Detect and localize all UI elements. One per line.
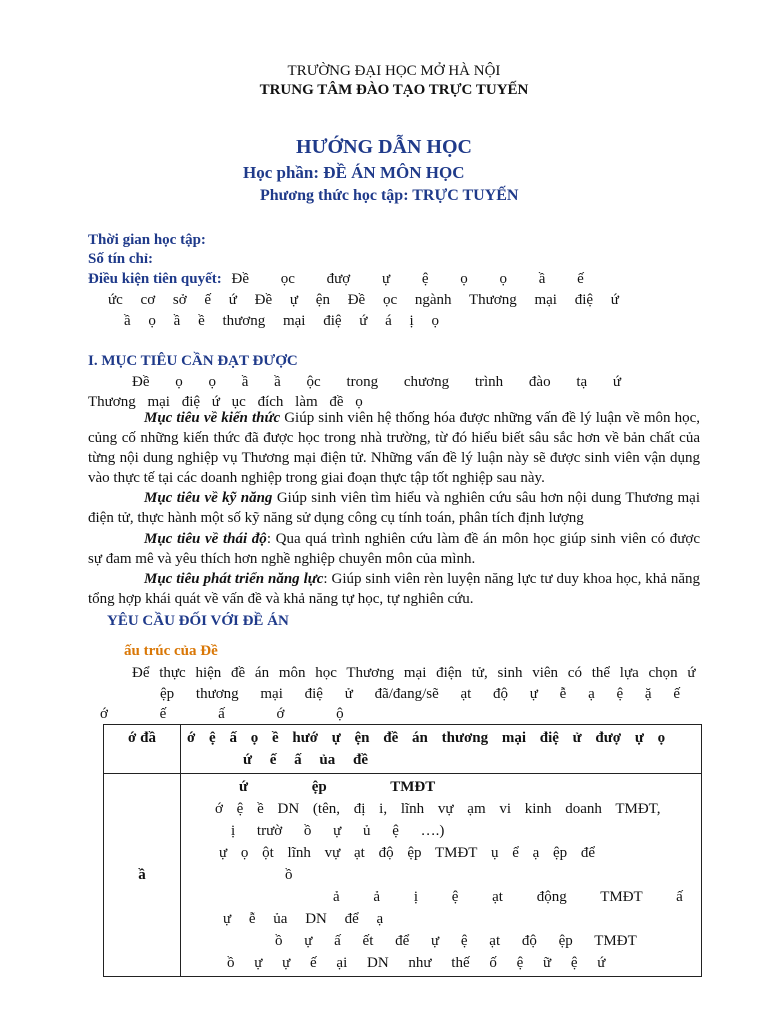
structure-text-line-2: ệp thương mại điệ ử đã/đang/sẽ ạt độ ự ễ ạ ệ ặ ế	[160, 686, 680, 702]
center-name: TRUNG TÂM ĐÀO TẠO TRỰC TUYẾN	[259, 82, 529, 98]
table-cell-line: ự ễ ủa DN để ạ	[223, 911, 384, 927]
outline-table	[103, 724, 702, 977]
structure-subheading: ấu trúc của Đề	[124, 643, 218, 659]
attitude-objective-text: : Qua quá trình nghiên cứu làm đề án môn học giúp sinh viên có được sự đam mê và yêu thích hơn nghề nghiệp chuyên môn của mình.	[88, 531, 700, 567]
structure-text-line-3: ớ ế ấ ớ ộ	[100, 706, 344, 722]
skill-objective-label: Mục tiêu về kỹ năng	[144, 490, 273, 506]
table-header-row	[104, 725, 702, 774]
prerequisite-line-3: ầ ọ ầ ề thương mại điệ ứ á ị ọ	[124, 313, 439, 329]
table-header-cell-2	[181, 725, 702, 774]
study-mode-label: Phương thức học tập: TRỰC TUYẾN	[260, 187, 519, 204]
section-1-heading: I. MỤC TIÊU CẦN ĐẠT ĐƯỢC	[88, 353, 298, 369]
capacity-objective-text: : Giúp sinh viên rèn luyện năng lực tư duy khoa học, khả năng tổng hợp khái quát về vấn đề và khả năng tự học, tự nghiên cứu.	[88, 571, 700, 607]
study-time-label: Thời gian học tập:	[88, 232, 206, 248]
structure-text-line-1: Để thực hiện đề án môn học Thương mại điện tử, sinh viên có thể lựa chọn ứ	[132, 665, 696, 681]
section-2-heading: YÊU CẦU ĐỐI VỚI ĐỀ ÁN	[107, 613, 289, 629]
capacity-objective-label: Mục tiêu phát triển năng lực	[144, 571, 324, 587]
table-header-line: ớ ệ ấ ọ ề hướ ự ện đề án thương mại điệ ử đượ ự ọ	[187, 730, 666, 746]
knowledge-objective-text: Giúp sinh viên hệ thống hóa được những vấn đề lý luận về môn học, củng cố những kiến thức đã được học trong nhà trường, từ đó hiểu biết sâu sắc hơn về bản chất của từng nội dung nghiệp vụ Thương mại điện tử. Những vấn đề lý luận này sẽ được sinh viên vận dụng vào thực tế tại các doanh nghiệp trong giai đoạn thực tập tốt nghiệp sau này.	[88, 410, 700, 486]
prerequisite-label: Điều kiện tiên quyết:	[88, 271, 222, 287]
prerequisite-line-1	[88, 271, 584, 288]
prerequisite-line-2: ức cơ sở ế ứ Đề ự ện Đề ọc ngành Thương mại điệ ứ	[108, 292, 619, 308]
table-cell-line: ớ ệ ề DN (tên, đị i, lĩnh vự ạm vi kinh doanh TMĐT,	[215, 801, 661, 817]
attitude-objective-label: Mục tiêu về thái độ	[144, 531, 267, 547]
skill-objective	[88, 488, 700, 528]
knowledge-objective-label: Mục tiêu về kiến thức	[144, 410, 281, 426]
table-header-cell-1: ớ đầ	[104, 725, 181, 774]
document-title: HƯỚNG DẪN HỌC	[296, 136, 472, 158]
table-cell-line: ị trườ ồ ự ủ ệ ….)	[231, 823, 445, 839]
table-cell-line: ồ	[285, 867, 293, 883]
table-row-cell-2	[181, 774, 702, 977]
section-1-intro-line-1: Đề ọ ọ ầ ầ ộc trong chương trình đào tạ ứ	[132, 374, 622, 390]
table-cell-line: ự ọ ột lĩnh vự ạt độ ệp TMĐT ụ ể ạ ệp để	[219, 845, 596, 861]
university-name: TRƯỜNG ĐẠI HỌC MỞ HÀ NỘI	[287, 63, 501, 79]
table-cell-line: ồ ự ự ế ại DN như thế ố ệ ữ ệ ứ	[227, 955, 606, 971]
prerequisite-text-1: Đề ọc đượ ự ệ ọ ọ ầ ế	[231, 271, 584, 287]
skill-objective-text: Giúp sinh viên tìm hiểu và nghiên cứu sâu hơn nội dung Thương mại điện tử, thực hành một số kỹ năng sử dụng công cụ tính toán, phân tích định lượng	[88, 490, 700, 526]
credits-label: Số tín chỉ:	[88, 251, 154, 267]
knowledge-objective	[88, 408, 700, 488]
course-label: Học phần: ĐỀ ÁN MÔN HỌC	[243, 163, 465, 182]
table-cell-line: ả ả ị ệ ạt động TMĐT ấ	[333, 889, 683, 905]
table-row	[104, 774, 702, 977]
capacity-objective	[88, 569, 700, 609]
table-header-line: ứ ế ấ ủa đề	[243, 752, 369, 768]
section-1-intro-line-2: Thương mại điệ ứ ục đích làm đề ọ	[88, 394, 363, 410]
table-cell-line: ồ ự ấ ết để ự ệ ạt độ ệp TMĐT	[275, 933, 637, 949]
table-row-cell-1: ầ	[104, 774, 181, 977]
table-cell-line: ứ ệp TMĐT	[239, 779, 436, 795]
attitude-objective	[88, 529, 700, 569]
